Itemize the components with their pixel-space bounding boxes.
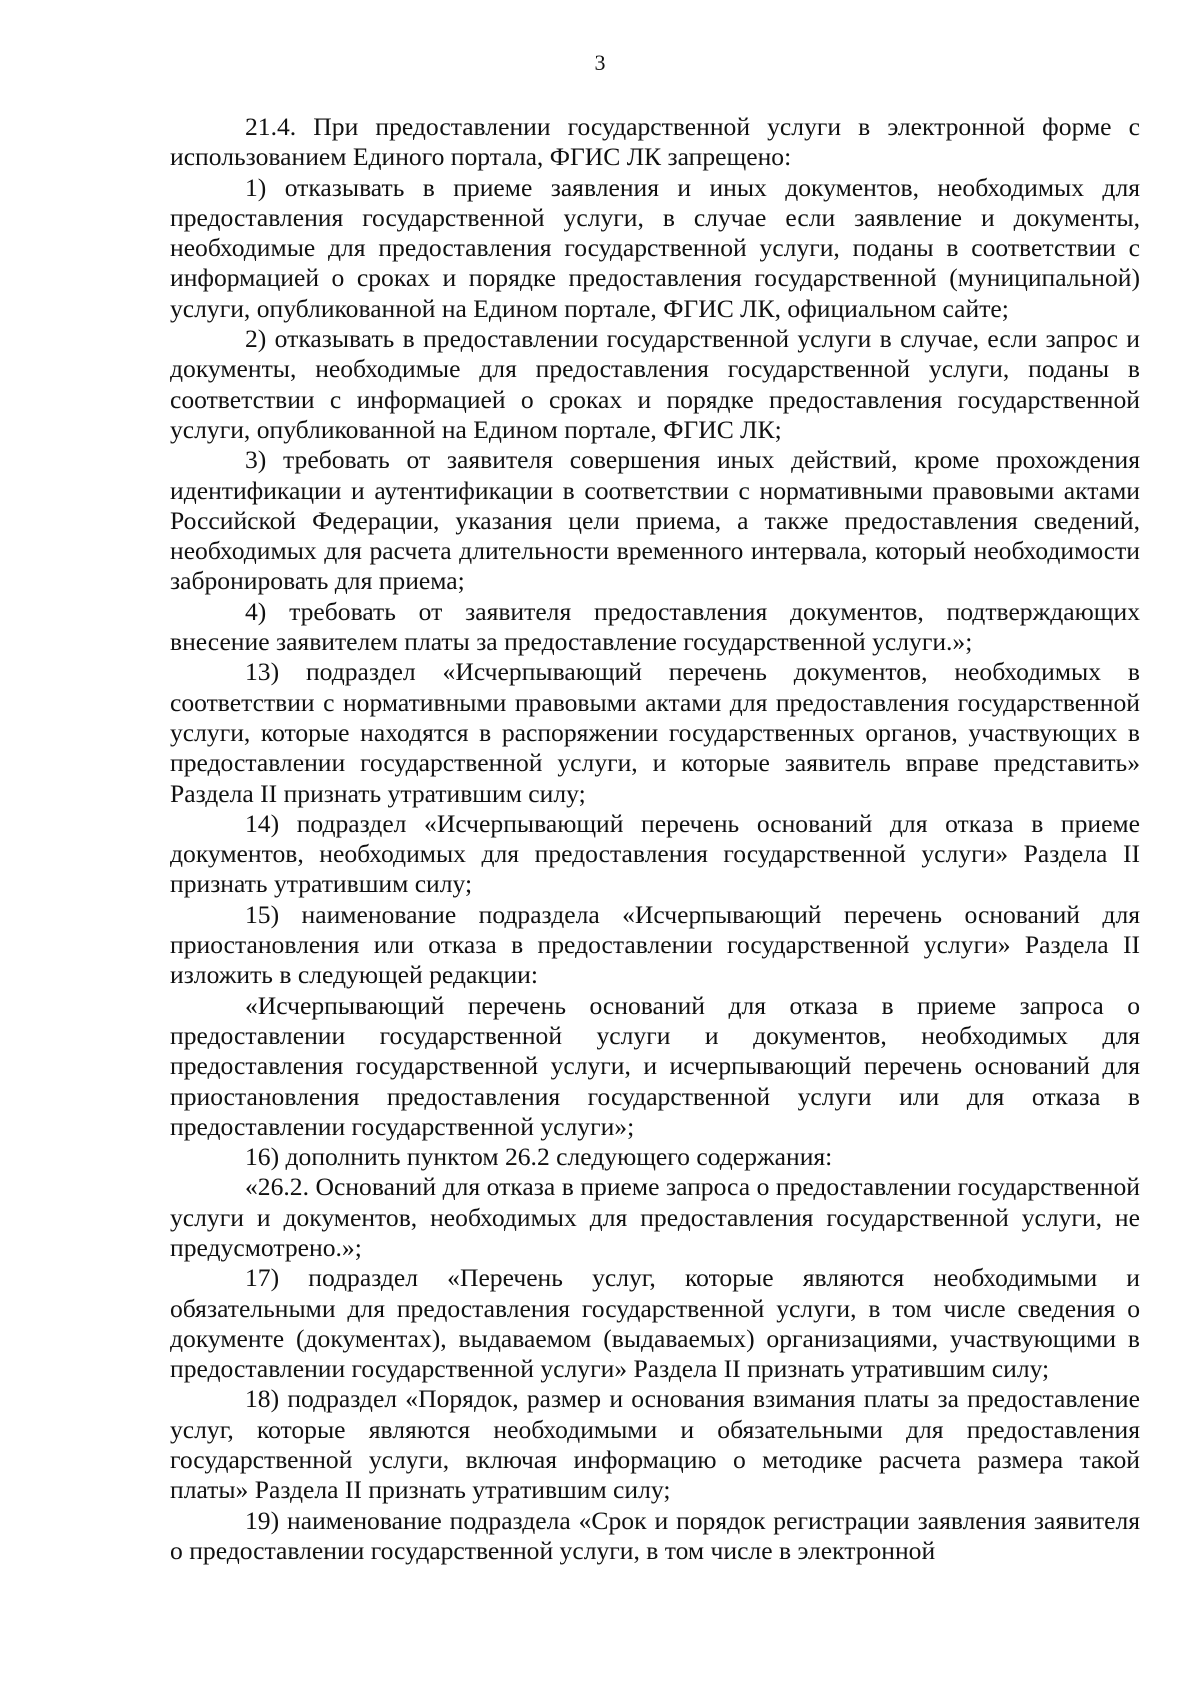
- paragraph-item-17: 17) подраздел «Перечень услуг, которые являются необходимыми и обязательными для предоставления государственной услуги, в том числе сведения о документе (документах), выдаваемом (выдаваемых) организациями, участвующими в предоставлении государственной услуги» Раздела II признать утратившим силу;: [170, 1263, 1140, 1384]
- paragraph-item-13: 13) подраздел «Исчерпывающий перечень документов, необходимых в соответствии с нормативными правовыми актами для предоставления государственной услуги, которые находятся в распоряжении государственных органов, участвующих в предоставлении государственной услуги, и которые заявитель вправе представить» Раздела II признать утратившим силу;: [170, 657, 1140, 808]
- paragraph-item-15: 15) наименование подраздела «Исчерпывающий перечень оснований для приостановления или отказа в предоставлении государственной услуги» Раздела II изложить в следующей редакции:: [170, 899, 1140, 990]
- paragraph-item-14: 14) подраздел «Исчерпывающий перечень оснований для отказа в приеме документов, необходимых для предоставления государственной услуги» Раздела II признать утратившим силу;: [170, 808, 1140, 899]
- paragraph-item-19: 19) наименование подраздела «Срок и порядок регистрации заявления заявителя о предоставлении государственной услуги, в том числе в электронной: [170, 1505, 1140, 1565]
- paragraph-item-15-quote: «Исчерпывающий перечень оснований для отказа в приеме запроса о предоставлении государственной услуги и документов, необходимых для предоставления государственной услуги, и исчерпывающий перечень оснований для приостановления предоставления государственной услуги или для отказа в предоставлении государственной услуги»;: [170, 990, 1140, 1141]
- paragraph-item-18: 18) подраздел «Порядок, размер и основания взимания платы за предоставление услуг, которые являются необходимыми и обязательными для предоставления государственной услуги, включая информацию о методике расчета размера такой платы» Раздела II признать утратившим силу;: [170, 1384, 1140, 1505]
- paragraph-item-2: 2) отказывать в предоставлении государственной услуги в случае, если запрос и документы, необходимые для предоставления государственной услуги, поданы в соответствии с информацией о сроках и порядке предоставления государственной услуги, опубликованной на Едином портале, ФГИС ЛК;: [170, 324, 1140, 444]
- paragraph-21-4: 21.4. При предоставлении государственной услуги в электронной форме с использованием Единого портала, ФГИС ЛК запрещено:: [170, 112, 1140, 172]
- paragraph-item-4: 4) требовать от заявителя предоставления документов, подтверждающих внесение заявителем платы за предоставление государственной услуги.»;: [170, 596, 1140, 657]
- paragraph-item-16-quote: «26.2. Оснований для отказа в приеме запроса о предоставлении государственной услуги и документов, необходимых для предоставления государственной услуги, не предусмотрено.»;: [170, 1172, 1140, 1262]
- page-number: 3: [594, 50, 606, 75]
- document-body: [170, 112, 1140, 1566]
- paragraph-item-1: 1) отказывать в приеме заявления и иных документов, необходимых для предоставления государственной услуги, в случае если заявление и документы, необходимые для предоставления государственной услуги, поданы в соответствии с информацией о сроках и порядке предоставления государственной (муниципальной) услуги, опубликованной на Едином портале, ФГИС ЛК, официальном сайте;: [170, 172, 1140, 323]
- paragraph-item-3: 3) требовать от заявителя совершения иных действий, кроме прохождения идентификации и аутентификации в соответствии с нормативными правовыми актами Российской Федерации, указания цели приема, а также предоставления сведений, необходимых для расчета длительности временного интервала, который необходимости забронировать для приема;: [170, 445, 1140, 596]
- paragraph-item-16: 16) дополнить пунктом 26.2 следующего содержания:: [245, 1142, 833, 1172]
